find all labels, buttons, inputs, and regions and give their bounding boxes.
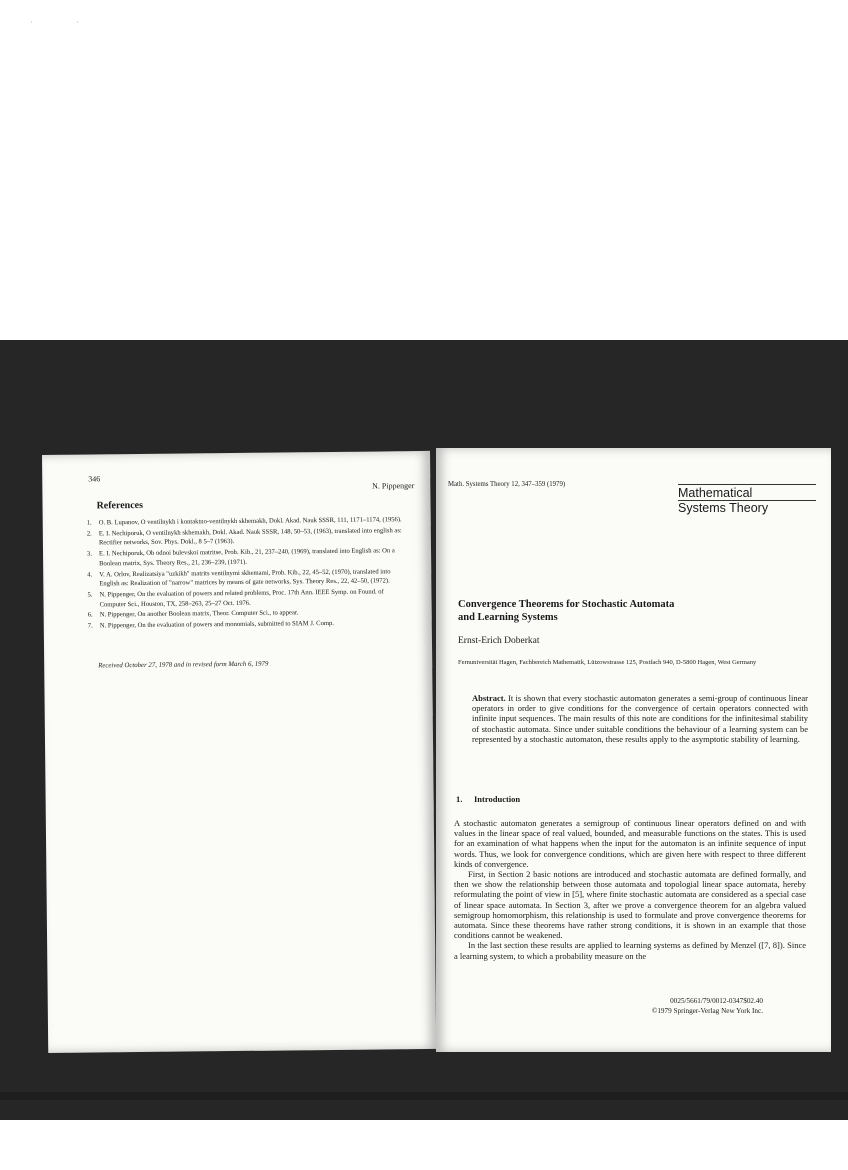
- reference-number: 2.: [86, 530, 92, 538]
- reference-text: V. A. Orlov, Realizatsiya "uzkikh" matrits ventilnymi skhemami, Prob. Kib., 22, 45–52, (1970), translated into English as: Realization of "narrow" matrices by means of gate networks, Sys. Theory Res., 22, 42–50, (1972).: [99, 567, 391, 588]
- section-number: 1.: [456, 794, 463, 804]
- copyright-block: [652, 996, 763, 1016]
- reference-text: N. Pippenger, On another Boolean matrix, Theor. Computer Sci., to appear.: [99, 609, 299, 619]
- reference-item: [88, 618, 408, 631]
- paragraph: A stochastic automaton generates a semigroup of continuous linear operators defined on and with values in the linear space of real valued, bounded, and measurable functions on the states. This is used for an examination of what happens when the input for the automaton is an infinite sequence of input words. Thus, we look for convergence conditions, which are given here with respect to three different kinds of convergence.: [454, 818, 806, 869]
- reference-number: 1.: [86, 519, 92, 527]
- section-heading: [456, 794, 520, 804]
- reference-number: 5.: [87, 591, 93, 599]
- right-page: [436, 448, 831, 1052]
- reference-text: E. I. Nechiporuk, O ventilnykh skhemakh, Dokl. Akad. Nauk SSSR, 148, 50–53, (1963), translated into english as: Rectifier networks, Sov. Phys. Dokl., 8 5–7 (1963).: [98, 527, 402, 547]
- reference-number: 7.: [87, 622, 93, 630]
- article-title-line-2: and Learning Systems: [458, 612, 558, 623]
- article-title-line-1: Convergence Theorems for Stochastic Automata: [458, 599, 675, 610]
- page-number: 346: [88, 474, 101, 484]
- reference-item: [87, 587, 407, 610]
- left-page: [42, 451, 436, 1053]
- scan-speck: ·: [76, 18, 79, 27]
- section-title: Introduction: [474, 794, 521, 804]
- reference-text: E. I. Nechiporuk, Ob odnoi bulevskoi matritse, Prob. Kib., 21, 237–240, (1969), translated into English as: On a Boolean matrix, Sys. Theory Res., 21, 236–239, (1971).: [99, 547, 395, 568]
- brand-line-2: Systems Theory: [678, 501, 769, 515]
- reference-number: 4.: [87, 571, 93, 579]
- references-list: [87, 515, 408, 632]
- reference-text: N. Pippenger, On the evaluation of powers and monomials, submitted to SIAM J. Comp.: [99, 620, 334, 630]
- reference-number: 6.: [87, 611, 93, 619]
- article-author: Ernst-Erich Doberkat: [458, 636, 540, 646]
- abstract: [472, 693, 808, 744]
- journal-brand: [678, 484, 816, 515]
- author-affiliation: Fernuniversität Hagen, Fachbereich Mathematik, Lützowstrasse 125, Postfach 940, D-5800 Hagen, West Germany: [458, 659, 757, 666]
- reference-text: N. Pippenger, On the evaluation of powers and related problems, Proc. 17th Ann. IEEE Symp. on Found. of Computer Sci., Houston, TX, 258–263, 25–27 Oct. 1976.: [99, 588, 384, 608]
- references-heading: References: [96, 499, 144, 512]
- paragraph: First, in Section 2 basic notions are introduced and stochastic automata are defined formally, and then we show the relationship between those automata and topologial linear space automata, hereby reformulating the point of view in [5], where finite stochastic automata are considered as a special case of linear space automata. In Section 3, after we prove a convergence theorem for an algebra valued semigroup homomorphism, this relationship is used to formulate and prove convergence theorems for automata. Since these theorems have rather strong conditions, it is shown in an example that those conditions cannot be weakened.: [454, 869, 806, 941]
- reference-item: [87, 567, 407, 590]
- scan-speck: ·: [30, 18, 33, 27]
- running-head: N. Pippenger: [372, 481, 415, 491]
- abstract-label: Abstract.: [472, 693, 506, 703]
- copyright-line: ©1979 Springer-Verlag New York Inc.: [651, 1007, 763, 1015]
- abstract-text: It is shown that every stochastic automaton generates a semi-group of continuous linear operators in order to give conditions for the convergence of certain operators connected with infinite input sequences. The main results of this note are conditions for the infinitesimal stability of stochastic automata. Since under suitable conditions the behaviour of a learning system can be represented by a stochastic automaton, these results apply to the asymptotic stability of learning.: [472, 693, 809, 744]
- reference-item: [87, 526, 407, 549]
- reference-text: O. B. Lupanov, O ventilnykh i kontaktno-ventilnykh skhemakh, Dokl. Akad. Nauk SSSR, 111, 1171–1174, (1956).: [98, 516, 402, 527]
- price-code: 0025/5661/79/0012-0347$02.40: [670, 997, 763, 1005]
- article-title: [458, 598, 778, 624]
- reference-item: [87, 546, 407, 569]
- brand-line-1: Mathematical: [678, 486, 816, 501]
- received-date: Received October 27, 1978 and in revised form March 6, 1979: [98, 660, 269, 670]
- scan-bottom-edge: [0, 1092, 848, 1100]
- journal-citation: Math. Systems Theory 12, 347–359 (1979): [448, 481, 566, 488]
- body-text: [454, 818, 806, 961]
- reference-number: 3.: [87, 550, 93, 558]
- paragraph: In the last section these results are applied to learning systems as defined by Menzel ([7, 8]). Since a learning system, to which a probability measure on the: [454, 940, 806, 961]
